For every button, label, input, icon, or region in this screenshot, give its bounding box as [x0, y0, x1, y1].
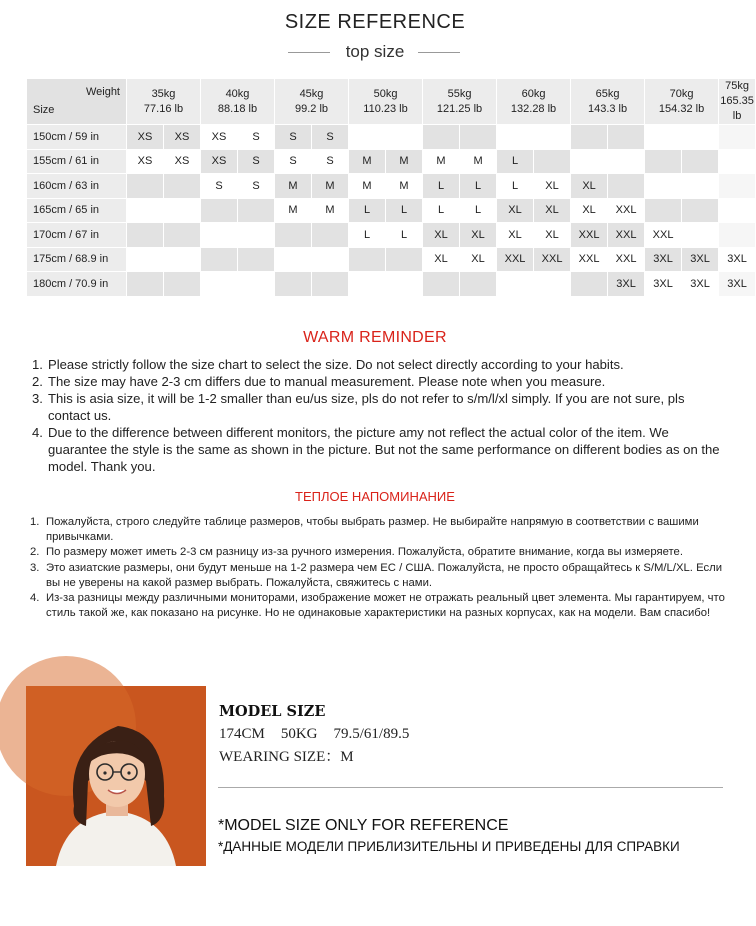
size-cell — [682, 125, 719, 150]
size-cell: M — [386, 149, 423, 174]
size-cell — [386, 125, 423, 150]
weight-lb: 110.23 lb — [363, 102, 408, 115]
size-cell: M — [275, 198, 312, 223]
size-cell: S — [275, 125, 312, 150]
size-cell: 3XL — [645, 247, 682, 272]
size-cell — [719, 125, 756, 150]
size-cell — [238, 247, 275, 272]
item-number: 3. — [32, 391, 43, 406]
weight-lb: 88.18 lb — [217, 102, 258, 115]
weight-kg: 55kg — [447, 87, 472, 100]
size-cell: 3XL — [608, 272, 645, 297]
weight-kg: 45kg — [299, 87, 324, 100]
size-cell: S — [201, 174, 238, 199]
model-weight: 50KG — [280, 726, 318, 742]
size-chart-table — [26, 78, 756, 297]
size-cell: L — [349, 223, 386, 248]
weight-lb: 154.32 lb — [658, 102, 705, 115]
size-cell: XXL — [534, 247, 571, 272]
size-cell: XS — [201, 149, 238, 174]
weight-lb: 143.3 lb — [587, 102, 628, 115]
size-cell — [719, 149, 756, 174]
weight-kg: 75kg — [725, 80, 749, 92]
size-cell — [127, 198, 164, 223]
warm-reminder-title: WARM REMINDER — [303, 329, 447, 346]
item-number: 3. — [30, 561, 40, 574]
item-number: 1. — [30, 516, 40, 528]
list-item — [32, 356, 722, 373]
weight-header-cell — [497, 79, 571, 125]
size-cell — [608, 125, 645, 150]
weight-header-cell — [645, 79, 719, 125]
model-measurements-line — [219, 726, 409, 743]
size-cell: XS — [164, 125, 201, 150]
item-text: Please strictly follow the size chart to select the size. Do not select directly according to your habits. — [48, 357, 624, 372]
size-cell — [645, 149, 682, 174]
size-cell: XL — [423, 223, 460, 248]
item-text: По размеру может иметь 2-3 см разницу из-за ручного измерения. Пожалуйста, обратите внимание, когда вы измеряете. — [46, 546, 683, 559]
size-cell: XS — [201, 125, 238, 150]
model-bust-waist-hip: 79.5/61/89.5 — [333, 726, 410, 742]
height-label: 155cm / 61 in — [27, 149, 127, 174]
size-cell — [349, 125, 386, 150]
size-cell — [571, 149, 608, 174]
size-cell — [682, 223, 719, 248]
size-cell: 3XL — [719, 247, 756, 272]
size-cell — [127, 247, 164, 272]
size-cell: M — [275, 174, 312, 199]
table-row — [27, 174, 756, 199]
size-cell — [460, 272, 497, 297]
table-row — [27, 149, 756, 174]
model-photo — [26, 686, 206, 866]
warm-reminder-list — [32, 356, 722, 475]
item-text: The size may have 2-3 cm differs due to manual measurement. Please note when you measure. — [48, 374, 606, 389]
size-cell — [201, 272, 238, 297]
item-text: Из-за разницы между различными мониторами, изображение может не отражать реальный цвет элемента. Мы гарантируем, что стиль такой же, как показано на рисунке. Но не одинаковые характеристики на разных корпусах, как на модели. Вам спасибо! — [46, 592, 725, 620]
model-height: 174CM — [219, 726, 265, 742]
size-cell — [312, 247, 349, 272]
table-row — [27, 125, 756, 150]
size-cell — [127, 272, 164, 297]
size-cell: S — [275, 149, 312, 174]
list-item — [32, 373, 722, 390]
table-corner — [27, 79, 127, 125]
list-item — [30, 561, 730, 591]
size-cell: L — [497, 174, 534, 199]
weight-kg: 65kg — [595, 87, 620, 100]
list-item — [32, 424, 722, 475]
size-cell: M — [423, 149, 460, 174]
size-cell — [571, 272, 608, 297]
size-cell — [201, 223, 238, 248]
size-cell — [682, 149, 719, 174]
size-cell: L — [460, 198, 497, 223]
size-cell: M — [312, 198, 349, 223]
size-cell — [201, 247, 238, 272]
height-label: 175cm / 68.9 in — [27, 247, 127, 272]
size-cell — [201, 198, 238, 223]
size-cell: XXL — [645, 223, 682, 248]
model-note-en: *MODEL SIZE ONLY FOR REFERENCE — [218, 817, 509, 834]
size-cell — [608, 149, 645, 174]
size-cell: XXL — [571, 223, 608, 248]
size-cell — [645, 125, 682, 150]
weight-lb: 99.2 lb — [294, 102, 329, 115]
size-cell: XXL — [608, 223, 645, 248]
size-cell: S — [312, 125, 349, 150]
size-cell: XL — [571, 198, 608, 223]
item-text: Это азиатские размеры, они будут меньше на 1-2 размера чем ЕС / США. Пожалуйста, не просто обращайтесь к S/M/L/XL. Если вы не уверены на какой размер выбрать. Пожалуйста, свяжитесь с нами. — [46, 561, 723, 589]
size-cell: XXL — [608, 247, 645, 272]
size-cell — [238, 198, 275, 223]
size-cell: XL — [497, 198, 534, 223]
size-cell: M — [349, 149, 386, 174]
size-cell — [127, 174, 164, 199]
size-cell: L — [423, 198, 460, 223]
size-cell — [312, 223, 349, 248]
size-cell — [238, 223, 275, 248]
item-text: Пожалуйста, строго следуйте таблице размеров, чтобы выбрать размер. Не выбирайте напрямую в соответствии с вашими привычками. — [46, 516, 699, 544]
size-cell: L — [386, 198, 423, 223]
item-text: This is asia size, it will be 1-2 smaller than eu/us size, pls do not refer to s/m/l/xl simply. If you are not sure, pls contact us. — [48, 391, 685, 423]
weight-kg: 40kg — [225, 87, 250, 100]
size-cell — [386, 272, 423, 297]
height-label: 170cm / 67 in — [27, 223, 127, 248]
size-cell — [460, 125, 497, 150]
item-number: 4. — [32, 425, 43, 440]
size-cell: S — [238, 149, 275, 174]
size-cell — [719, 198, 756, 223]
weight-lb: 77.16 lb — [143, 102, 184, 115]
table-row — [27, 223, 756, 248]
weight-header-cell — [571, 79, 645, 125]
table-header-row — [27, 79, 756, 125]
size-cell: M — [349, 174, 386, 199]
subtitle-block — [0, 42, 750, 62]
size-axis-label: Size — [33, 104, 55, 116]
item-text: Due to the difference between different monitors, the picture amy not reflect the actual color of the item. We guarantee the style is the same as shown in the picture. But not the same performance on different bodies as on the model. Thank you. — [48, 425, 720, 474]
size-cell: M — [312, 174, 349, 199]
height-label: 150cm / 59 in — [27, 125, 127, 150]
list-item — [30, 591, 730, 621]
weight-header-cell — [423, 79, 497, 125]
size-cell: XL — [571, 174, 608, 199]
weight-kg: 35kg — [151, 87, 176, 100]
size-cell — [497, 272, 534, 297]
weight-kg: 70kg — [669, 87, 694, 100]
size-cell: 3XL — [682, 272, 719, 297]
table-row — [27, 247, 756, 272]
weight-header-cell — [127, 79, 201, 125]
list-item — [30, 545, 730, 560]
size-cell — [682, 198, 719, 223]
height-label: 160cm / 63 in — [27, 174, 127, 199]
weight-kg: 60kg — [521, 87, 546, 100]
size-cell: S — [238, 174, 275, 199]
page-title: SIZE REFERENCE — [284, 11, 466, 33]
size-cell — [497, 125, 534, 150]
size-cell: L — [497, 149, 534, 174]
size-cell — [164, 198, 201, 223]
size-cell: L — [349, 198, 386, 223]
size-cell — [423, 125, 460, 150]
size-cell: L — [386, 223, 423, 248]
size-cell: XL — [534, 174, 571, 199]
size-cell — [534, 125, 571, 150]
size-cell — [645, 198, 682, 223]
size-cell — [423, 272, 460, 297]
weight-lb: 132.28 lb — [510, 102, 557, 115]
weight-lb: 121.25 lb — [436, 102, 483, 115]
weight-header-cell — [719, 79, 756, 125]
warm-reminder-ru-list — [30, 515, 730, 621]
size-cell — [127, 223, 164, 248]
size-cell — [275, 272, 312, 297]
weight-axis-label: Weight — [85, 86, 120, 98]
size-cell: XL — [423, 247, 460, 272]
weight-lb: 165.35 lb — [720, 95, 754, 122]
size-cell: XL — [460, 247, 497, 272]
size-cell — [534, 149, 571, 174]
height-label: 180cm / 70.9 in — [27, 272, 127, 297]
item-number: 2. — [30, 546, 40, 559]
divider — [218, 787, 723, 788]
model-note-ru: *ДАННЫЕ МОДЕЛИ ПРИБЛИЗИТЕЛЬНЫ И ПРИВЕДЕНЫ ДЛЯ СПРАВКИ — [218, 839, 680, 854]
weight-header-cell — [349, 79, 423, 125]
size-cell: XS — [127, 125, 164, 150]
height-label: 165cm / 65 in — [27, 198, 127, 223]
size-cell: L — [460, 174, 497, 199]
size-cell — [164, 174, 201, 199]
table-row — [27, 272, 756, 297]
size-cell — [571, 125, 608, 150]
size-cell: S — [238, 125, 275, 150]
size-cell: S — [312, 149, 349, 174]
size-cell: XS — [127, 149, 164, 174]
size-cell: XS — [164, 149, 201, 174]
size-cell — [275, 223, 312, 248]
size-cell — [312, 272, 349, 297]
size-cell — [349, 247, 386, 272]
list-item — [32, 390, 722, 424]
size-cell — [164, 272, 201, 297]
item-number: 4. — [30, 592, 40, 605]
size-cell: 3XL — [682, 247, 719, 272]
item-number: 1. — [32, 357, 43, 372]
size-cell — [534, 272, 571, 297]
size-cell: XL — [534, 223, 571, 248]
size-cell — [719, 223, 756, 248]
size-cell: M — [386, 174, 423, 199]
weight-header-cell — [201, 79, 275, 125]
model-size-title: MODEL SIZE — [219, 703, 326, 720]
weight-header-cell — [275, 79, 349, 125]
size-cell — [349, 272, 386, 297]
size-cell: XL — [534, 198, 571, 223]
size-cell — [645, 174, 682, 199]
size-cell — [164, 247, 201, 272]
size-cell — [386, 247, 423, 272]
warm-reminder-ru-title: ТЕПЛОЕ НАПОМИНАНИЕ — [295, 489, 455, 504]
size-cell — [608, 174, 645, 199]
page-subtitle: top size — [345, 42, 405, 61]
size-cell: XXL — [571, 247, 608, 272]
size-cell — [719, 174, 756, 199]
item-number: 2. — [32, 374, 43, 389]
size-cell: 3XL — [719, 272, 756, 297]
subtitle-line-right — [418, 52, 460, 53]
size-cell: M — [460, 149, 497, 174]
size-cell: 3XL — [645, 272, 682, 297]
model-portrait-illustration — [26, 686, 206, 866]
size-cell: XXL — [608, 198, 645, 223]
model-wearing-size: WEARING SIZE：M — [219, 749, 354, 765]
size-cell — [682, 174, 719, 199]
size-cell — [164, 223, 201, 248]
size-cell: XL — [497, 223, 534, 248]
size-cell: L — [423, 174, 460, 199]
table-row — [27, 198, 756, 223]
weight-kg: 50kg — [373, 87, 398, 100]
size-cell: XXL — [497, 247, 534, 272]
list-item — [30, 515, 730, 545]
size-cell: XL — [460, 223, 497, 248]
size-cell — [275, 247, 312, 272]
size-cell — [238, 272, 275, 297]
